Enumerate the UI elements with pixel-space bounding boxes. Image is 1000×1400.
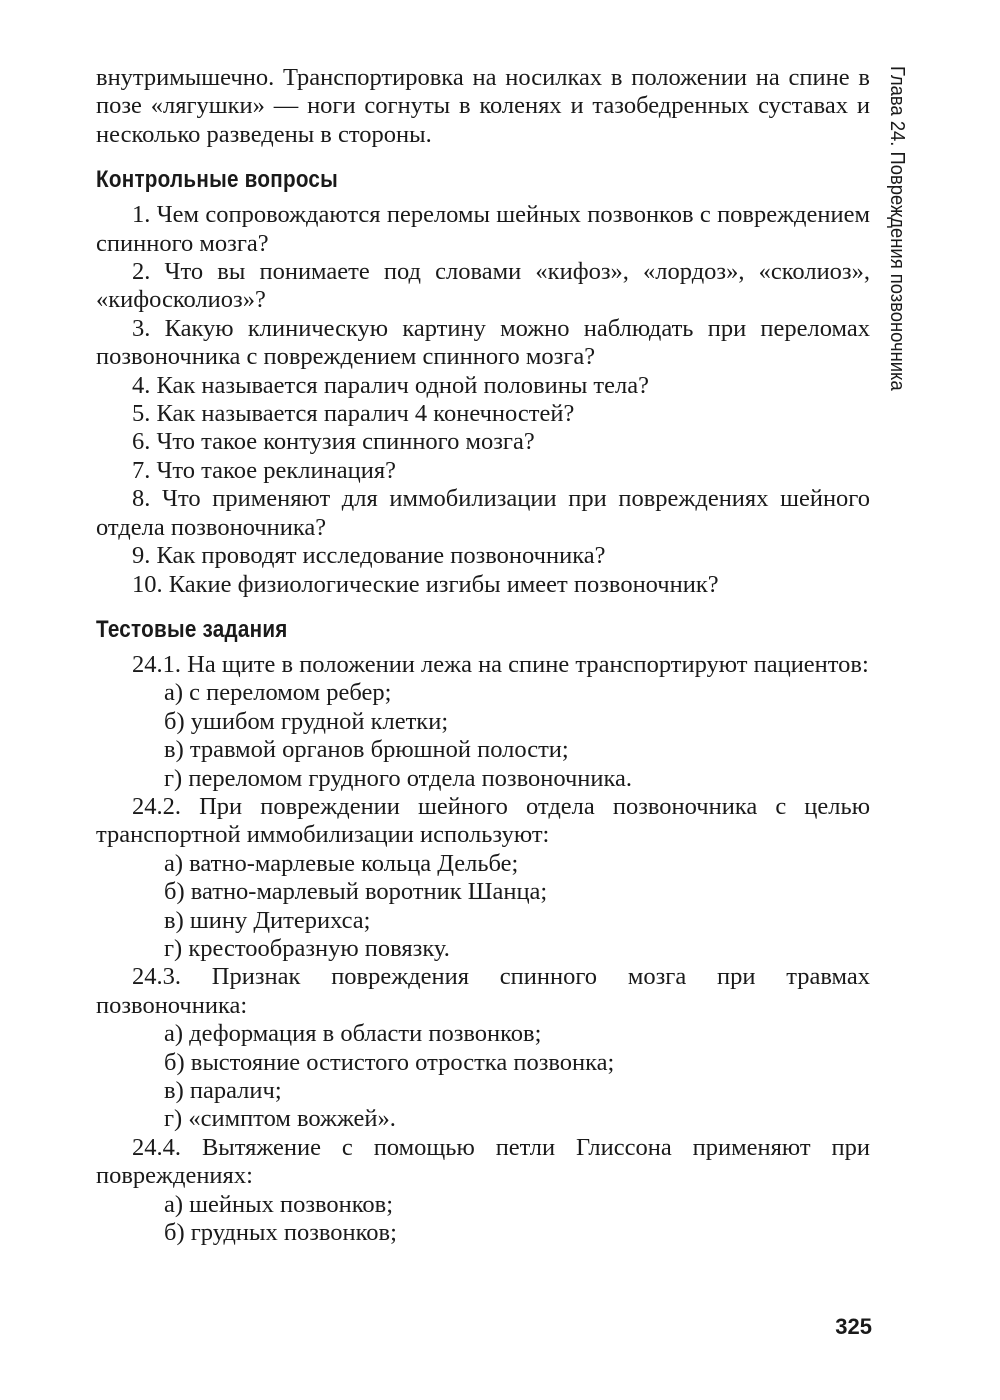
answer-option: а) деформация в области позвонков; [164, 1020, 542, 1048]
answer-list [96, 679, 870, 793]
page-body [96, 64, 870, 1247]
control-question: 5. Как называется паралич 4 конечностей? [132, 400, 575, 428]
answer-option: а) ватно-марлевые кольца Дельбе; [164, 849, 519, 877]
answer-list [96, 1191, 870, 1248]
test-question-text: 24.3. Признак повреждения спинного мозга при травмах позвоночника: [96, 963, 870, 1019]
answer-option: б) ушибом грудной клетки; [164, 707, 449, 735]
answer-option: г) крестообразную повязку. [164, 934, 450, 962]
control-question: 3. Какую клиническую картину можно наблюдать при переломах позвоночника с повреждением спинного мозга? [96, 314, 870, 371]
control-question: 9. Как проводят исследование позвоночника? [132, 542, 606, 570]
answer-option: а) с переломом ребер; [164, 679, 392, 707]
running-header-text: Глава 24. Повреждения позвоночника [886, 66, 908, 391]
answer-option: б) ватно-марлевый воротник Шанца; [164, 878, 548, 906]
answer-list [96, 1020, 870, 1134]
test-question-text: 24.1. На щите в положении лежа на спине транспортируют пациентов: [132, 650, 869, 678]
answer-option: г) «симптом вожжей». [164, 1105, 396, 1133]
control-question: 8. Что применяют для иммобилизации при повреждениях шейного отдела позвоночника? [96, 485, 870, 541]
answer-option: в) паралич; [164, 1077, 282, 1104]
intro-paragraph: внутримышечно. Транспортировка на носилках в положении на спине в позе «лягушки» — ноги согнуты в коленях и тазобедренных суставах и несколько разведены в стороны. [96, 64, 870, 148]
running-header [885, 66, 925, 416]
control-question: 10. Какие физиологические изгибы имеет позвоночник? [132, 570, 719, 598]
test-tasks-heading: Тестовые задания [96, 615, 288, 643]
answer-option: в) травмой органов брюшной полости; [164, 736, 569, 764]
control-question: 1. Чем сопровождаются переломы шейных позвонков с повреждением спинного мозга? [96, 201, 870, 257]
control-question: 2. Что вы понимаете под словами «кифоз», «лордоз», «сколиоз», «кифосколиоз»? [96, 258, 870, 314]
answer-option: а) шейных позвонков; [164, 1190, 394, 1218]
control-question: 7. Что такое реклинация? [132, 456, 396, 484]
answer-option: б) выстояние остистого отростка позвонка; [164, 1048, 615, 1076]
page-number: 325 [835, 1314, 872, 1339]
answer-list [96, 850, 870, 964]
test-question-24-3 [96, 963, 870, 1133]
test-question-24-4 [96, 1134, 870, 1248]
answer-option: г) переломом грудного отдела позвоночника. [164, 764, 633, 792]
answer-option: в) шину Дитерихса; [164, 906, 371, 934]
test-question-text: 24.2. При повреждении шейного отдела позвоночника с целью транспортной иммобилизации используют: [96, 792, 870, 849]
test-question-text: 24.4. Вытяжение с помощью петли Глиссона применяют при повреждениях: [96, 1133, 870, 1190]
control-question: 6. Что такое контузия спинного мозга? [132, 428, 535, 456]
control-questions-list [96, 201, 870, 599]
control-questions-heading: Контрольные вопросы [96, 166, 339, 194]
control-question: 4. Как называется паралич одной половины тела? [132, 371, 649, 399]
test-question-24-1 [96, 651, 870, 793]
test-question-24-2 [96, 793, 870, 963]
answer-option: б) грудных позвонков; [164, 1219, 397, 1247]
